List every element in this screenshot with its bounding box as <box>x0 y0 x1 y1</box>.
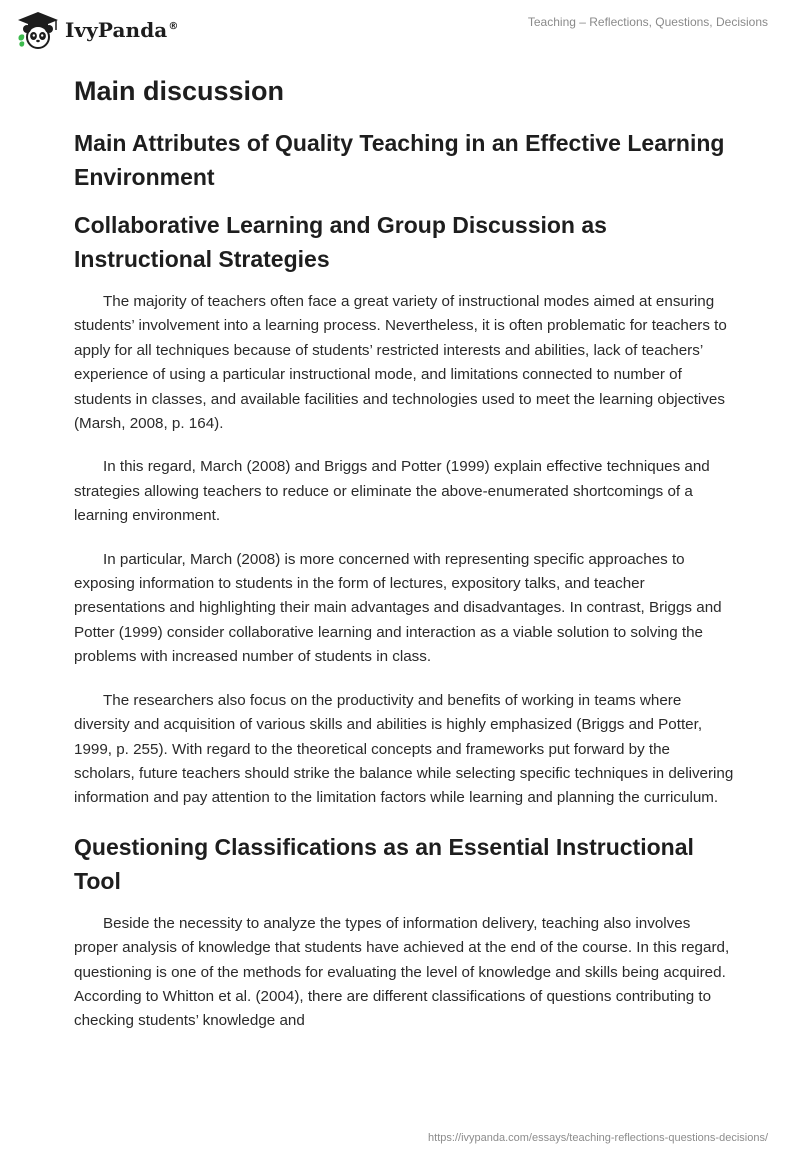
main-heading: Main discussion <box>74 76 285 106</box>
paragraph: Beside the necessity to analyze the types of information delivery, teaching also involves proper analysis of knowledge that students have achieved at the end of the course. In this regard, questioning is one of the methods for evaluating the level of knowledge and skills being acquired. According to Whitton et al. (2004), there are different classifications of questions contributing to checking students’ knowledge and <box>74 914 730 1030</box>
page-header <box>0 0 800 60</box>
paragraph: In particular, March (2008) is more concerned with representing specific approaches to exposing information to students in the form of lectures, expository talks, and teacher presentations and highlighting their main advantages and disadvantages. In contrast, Briggs and Potter (1999) consider collaborative learning and interaction as a viable solution to solving the problems with increased number of students in class. <box>74 550 722 666</box>
essay-content <box>74 70 734 1053</box>
paragraph: The majority of teachers often face a great variety of instructional modes aimed at ensuring students’ involvement into a learning process. Nevertheless, it is often problematic for teachers to apply for all techniques because of students’ restricted interests and abilities, lack of teachers’ experience of using a particular instructional mode, and limitations connected to number of students in classes, and available facilities and technologies used to meet the learning objectives (Marsh, 2008, p. 164). <box>74 293 727 433</box>
section-heading-collaborative-learning: Collaborative Learning and Group Discussion as Instructional Strategies <box>74 212 607 272</box>
ivypanda-logo[interactable] <box>16 9 178 51</box>
document-title: Teaching – Reflections, Questions, Decisions <box>527 15 768 29</box>
logo-wordmark: IvyPanda® <box>65 18 179 42</box>
paragraph: The researchers also focus on the productivity and benefits of working in teams where diversity and acquisition of various skills and abilities is highly emphasized (Briggs and Potter, 1999, p. 255). With regard to the theoretical concepts and frameworks put forward by the scholars, future teachers should strike the balance while selecting specific techniques in delivering information and pay attention to the limitation factors while learning and planning the curriculum. <box>74 691 734 807</box>
section-heading-questioning: Questioning Classifications as an Essential Instructional Tool <box>74 833 694 894</box>
panda-graduation-cap-icon <box>16 10 60 50</box>
section-heading-quality-teaching: Main Attributes of Quality Teaching in an Effective Learning Environment <box>74 130 725 190</box>
paragraph: In this regard, March (2008) and Briggs and Potter (1999) explain effective techniques and strategies allowing teachers to reduce or eliminate the above-enumerated shortcomings of a learning environment. <box>74 458 710 525</box>
source-url[interactable]: https://ivypanda.com/essays/teaching-reflections-questions-decisions/ <box>428 1132 768 1144</box>
